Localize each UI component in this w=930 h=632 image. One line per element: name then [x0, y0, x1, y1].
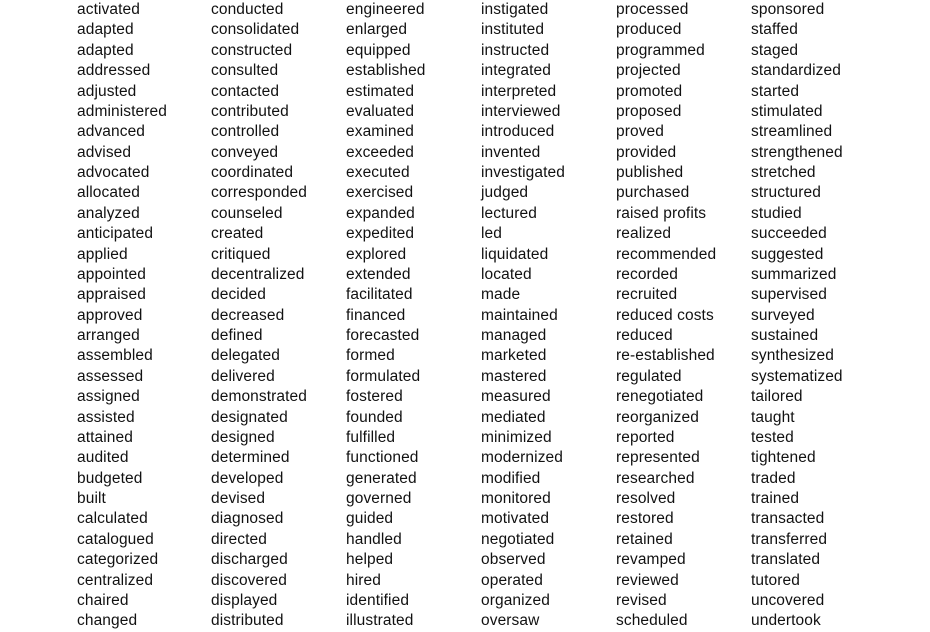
word-item: instigated	[481, 1, 549, 18]
word-item: promoted	[616, 82, 683, 100]
word-item: mediated	[481, 408, 546, 426]
word-column-5	[616, 0, 716, 632]
word-item: maintained	[481, 306, 558, 324]
word-item: evaluated	[346, 102, 415, 120]
word-item: diagnosed	[211, 510, 284, 528]
word-item: calculated	[77, 510, 148, 528]
word-item: marketed	[481, 347, 547, 365]
word-item: critiqued	[211, 245, 271, 263]
word-item: generated	[346, 469, 417, 487]
word-item: purchased	[616, 184, 690, 202]
word-item: formed	[346, 347, 395, 365]
word-item: delivered	[211, 367, 275, 385]
word-item: restored	[616, 510, 674, 528]
word-item: exercised	[346, 184, 414, 202]
word-item: decentralized	[211, 265, 305, 283]
word-item: monitored	[481, 490, 551, 507]
word-item: assessed	[77, 367, 144, 385]
word-item: taught	[751, 408, 795, 426]
word-item: reviewed	[616, 571, 679, 589]
word-item: reported	[616, 428, 675, 446]
word-item: developed	[211, 469, 284, 487]
word-item: staged	[751, 41, 799, 59]
word-item: minimized	[481, 428, 552, 446]
word-item: applied	[77, 245, 128, 263]
word-item: instituted	[481, 21, 545, 39]
word-item: helped	[346, 551, 394, 569]
word-item: financed	[346, 306, 406, 324]
word-item: expanded	[346, 204, 415, 222]
word-item: advised	[77, 143, 132, 161]
word-item: reduced costs	[616, 306, 714, 324]
word-item: regulated	[616, 367, 682, 385]
word-item: uncovered	[751, 591, 825, 609]
word-item: arranged	[77, 327, 140, 344]
word-item: motivated	[481, 510, 550, 528]
word-item: allocated	[77, 184, 140, 202]
word-item: interpreted	[481, 82, 557, 100]
word-column-4	[481, 0, 565, 632]
word-item: contacted	[211, 82, 280, 100]
word-item: stimulated	[751, 102, 823, 120]
word-item: recorded	[616, 265, 678, 283]
word-item: revamped	[616, 551, 686, 569]
word-item: constructed	[211, 41, 293, 59]
word-item: changed	[77, 612, 138, 630]
word-item: handled	[346, 530, 402, 548]
word-item: traded	[751, 469, 796, 487]
word-item: appointed	[77, 265, 146, 283]
word-item: trained	[751, 490, 800, 507]
word-item: audited	[77, 449, 129, 467]
word-item: tightened	[751, 449, 816, 467]
word-item: stretched	[751, 164, 816, 181]
word-item: functioned	[346, 449, 419, 467]
word-item: expedited	[346, 225, 415, 243]
word-item: approved	[77, 306, 143, 324]
word-item: contributed	[211, 102, 289, 120]
word-item: analyzed	[77, 204, 140, 222]
word-item: translated	[751, 551, 821, 569]
word-item: located	[481, 265, 532, 283]
word-item: undertook	[751, 612, 821, 630]
word-item: explored	[346, 245, 407, 263]
word-item: programmed	[616, 41, 705, 59]
word-item: chaired	[77, 591, 129, 609]
word-item: succeeded	[751, 225, 827, 243]
word-item: appraised	[77, 286, 146, 304]
word-item: scheduled	[616, 612, 688, 630]
word-item: sustained	[751, 327, 819, 344]
word-item: built	[77, 490, 106, 507]
word-item: equipped	[346, 41, 411, 59]
word-item: studied	[751, 204, 802, 222]
word-item: negotiated	[481, 530, 555, 548]
word-item: discharged	[211, 551, 288, 569]
word-item: hired	[346, 571, 381, 589]
word-item: proved	[616, 123, 664, 141]
word-item: staffed	[751, 21, 798, 39]
word-item: devised	[211, 490, 266, 507]
word-item: suggested	[751, 245, 824, 263]
word-item: proposed	[616, 102, 682, 120]
word-item: introduced	[481, 123, 555, 141]
word-item: raised profits	[616, 204, 707, 222]
word-item: recruited	[616, 286, 678, 304]
word-item: administered	[77, 102, 167, 120]
word-item: extended	[346, 265, 411, 283]
word-item: structured	[751, 184, 821, 202]
word-item: represented	[616, 449, 700, 467]
word-item: synthesized	[751, 347, 834, 365]
word-item: assembled	[77, 347, 153, 365]
word-item: advocated	[77, 164, 150, 181]
word-item: categorized	[77, 551, 159, 569]
word-item: organized	[481, 591, 550, 609]
word-item: modified	[481, 469, 541, 487]
word-item: researched	[616, 469, 695, 487]
word-item: made	[481, 286, 521, 304]
word-item: consolidated	[211, 21, 300, 39]
word-item: distributed	[211, 612, 284, 630]
word-item: estimated	[346, 82, 415, 100]
word-item: adjusted	[77, 82, 137, 100]
word-item: founded	[346, 408, 403, 426]
word-item: standardized	[751, 62, 841, 80]
word-item: transacted	[751, 510, 825, 528]
word-column-2	[211, 0, 307, 632]
word-item: addressed	[77, 62, 151, 80]
word-item: controlled	[211, 123, 280, 141]
word-item: systematized	[751, 367, 843, 385]
word-item: projected	[616, 62, 681, 80]
word-item: counseled	[211, 204, 283, 222]
word-item: streamlined	[751, 123, 833, 141]
word-item: attained	[77, 428, 133, 446]
word-item: adapted	[77, 21, 134, 39]
word-item: realized	[616, 225, 672, 243]
word-item: anticipated	[77, 225, 154, 243]
word-item: adapted	[77, 41, 134, 59]
word-item: started	[751, 82, 800, 100]
word-item: assigned	[77, 388, 140, 406]
word-item: engineered	[346, 1, 425, 18]
word-item: conducted	[211, 1, 284, 18]
word-item: defined	[211, 327, 263, 344]
word-item: operated	[481, 571, 543, 589]
word-item: enlarged	[346, 21, 408, 39]
word-column-1	[77, 0, 167, 632]
word-item: resolved	[616, 490, 676, 507]
word-item: designated	[211, 408, 288, 426]
word-item: designed	[211, 428, 275, 446]
word-item: sponsored	[751, 1, 825, 18]
word-item: integrated	[481, 62, 551, 80]
word-item: observed	[481, 551, 546, 569]
word-item: decreased	[211, 306, 285, 324]
word-item: mastered	[481, 367, 547, 385]
word-item: coordinated	[211, 164, 294, 181]
word-item: invented	[481, 143, 541, 161]
word-item: produced	[616, 21, 682, 39]
word-item: delegated	[211, 347, 280, 365]
word-item: transferred	[751, 530, 828, 548]
word-item: identified	[346, 591, 410, 609]
word-item: oversaw	[481, 612, 540, 630]
word-item: provided	[616, 143, 677, 161]
word-item: illustrated	[346, 612, 414, 630]
word-item: processed	[616, 1, 689, 18]
word-item: investigated	[481, 164, 565, 181]
word-item: guided	[346, 510, 394, 528]
word-item: re-established	[616, 347, 715, 365]
word-item: discovered	[211, 571, 287, 589]
word-item: consulted	[211, 62, 279, 80]
word-item: reorganized	[616, 408, 699, 426]
word-item: assisted	[77, 408, 135, 426]
word-item: conveyed	[211, 143, 279, 161]
word-item: exceeded	[346, 143, 415, 161]
word-item: centralized	[77, 571, 154, 589]
word-item: tutored	[751, 571, 800, 589]
word-item: determined	[211, 449, 290, 467]
word-item: reduced	[616, 327, 673, 344]
word-item: renegotiated	[616, 388, 704, 406]
word-item: budgeted	[77, 469, 143, 487]
word-item: forecasted	[346, 327, 420, 344]
word-item: formulated	[346, 367, 421, 385]
word-item: advanced	[77, 123, 146, 141]
word-column-3	[346, 0, 426, 632]
word-item: governed	[346, 490, 412, 507]
word-item: led	[481, 225, 502, 243]
word-item: activated	[77, 1, 140, 18]
word-item: demonstrated	[211, 388, 307, 406]
word-item: strengthened	[751, 143, 843, 161]
word-item: tested	[751, 428, 794, 446]
word-item: established	[346, 62, 426, 80]
word-item: created	[211, 225, 264, 243]
word-item: judged	[481, 184, 529, 202]
word-item: surveyed	[751, 306, 815, 324]
word-item: retained	[616, 530, 673, 548]
word-item: facilitated	[346, 286, 413, 304]
word-item: interviewed	[481, 102, 561, 120]
word-item: catalogued	[77, 530, 154, 548]
word-item: revised	[616, 591, 667, 609]
word-item: examined	[346, 123, 415, 141]
word-item: instructed	[481, 41, 550, 59]
word-item: directed	[211, 530, 267, 548]
word-item: fostered	[346, 388, 403, 406]
word-item: fulfilled	[346, 428, 396, 446]
word-item: decided	[211, 286, 266, 304]
word-column-6	[751, 0, 843, 632]
word-item: liquidated	[481, 245, 549, 263]
word-item: recommended	[616, 245, 717, 263]
word-item: measured	[481, 388, 551, 406]
word-item: published	[616, 164, 684, 181]
word-item: displayed	[211, 591, 278, 609]
word-item: managed	[481, 327, 547, 344]
word-item: corresponded	[211, 184, 307, 202]
word-item: executed	[346, 164, 410, 181]
word-item: lectured	[481, 204, 537, 222]
word-item: supervised	[751, 286, 827, 304]
word-item: summarized	[751, 265, 837, 283]
word-item: tailored	[751, 388, 803, 406]
word-item: modernized	[481, 449, 563, 467]
